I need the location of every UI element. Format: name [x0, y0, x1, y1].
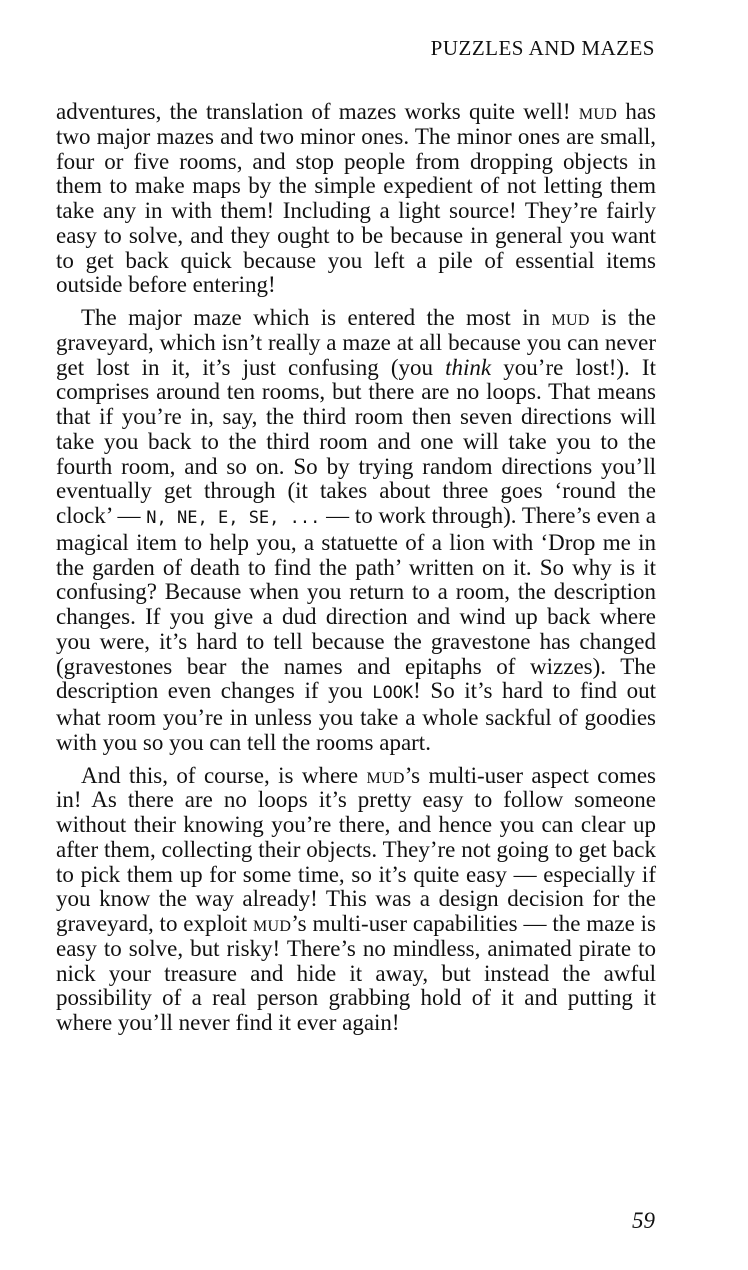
text-segment: The major maze which is entered the most in	[81, 305, 552, 330]
italic-emphasis: think	[445, 354, 492, 380]
text-segment: you’re lost!). It comprises around ten rooms, but there are no loops. That means that if you’re in, say, the third room then seven directions will take you back to the third room and one will take you to the fourth room, and so on. So by trying random directions you’ll eventually get through (it takes about three goes ‘round the clock’ —	[56, 354, 656, 528]
running-header: PUZZLES AND MAZES	[430, 36, 655, 60]
paragraph-graveyard	[56, 306, 656, 756]
text-segment: adventures, the translation of mazes works quite well!	[56, 99, 579, 124]
paragraph-multi-user	[56, 764, 656, 1036]
text-segment: ’s multi-user aspect comes in! As there are no loops it’s pretty easy to follow someone without their knowing you’re there, and hence you can clear up after them, collecting their objects. They’re not going to get back to pick them up for some time, so it’s quite easy — especially if you know the way already! This was a design decision for the graveyard, to exploit	[56, 762, 656, 936]
command-look: LOOK	[372, 683, 414, 704]
paragraph-continuation	[56, 100, 656, 298]
mud-acronym: mud	[253, 911, 292, 936]
text-segment: is the graveyard, which isn’t really a maze at all because you can never get lost in it, it’s just confusing (you	[56, 305, 656, 380]
text-segment: And this, of course, is where	[81, 762, 367, 788]
text-segment: has two major mazes and two minor ones. The minor ones are small, four or five rooms, and stop people from dropping objects in them to make maps by the simple expedient of not letting them take any in with them! Including a light source! They’re fairly easy to solve, and they ought to be because in general you want to get back quick because you left a pile of essential items outside before entering!	[56, 99, 656, 298]
mud-acronym: mud	[578, 99, 618, 124]
mud-acronym: mud	[551, 305, 590, 330]
text-segment: ’s multi-user capabilities — the maze is easy to solve, but risky! There’s no mindless, animated pirate to nick your treasure and hide it away, but instead the awful possibility of a real person grabbing hold of it and putting it where you’ll never find it ever again!	[56, 911, 656, 1035]
command-directions: N, NE, E, SE, ...	[146, 508, 321, 528]
text-segment: — to work through). There’s even a magical item to help you, a statuette of a lion with ‘Drop me in the garden of death to find the path’ written on it. So why is it confusing? Because when you return to a room, the description changes. If you give a dud direction and wind up back where you were, it’s hard to tell because the gravestone has changed (gravestones bear the names and epitaphs of wizzes). The description even changes if you	[56, 503, 657, 704]
page-number: 59	[632, 1208, 655, 1233]
mud-acronym: mud	[366, 762, 405, 788]
body-text	[56, 100, 656, 1044]
text-segment: ! So it’s hard to find out what room you’re in unless you take a whole sackful of goodies with you so you can tell the rooms apart.	[56, 678, 656, 755]
